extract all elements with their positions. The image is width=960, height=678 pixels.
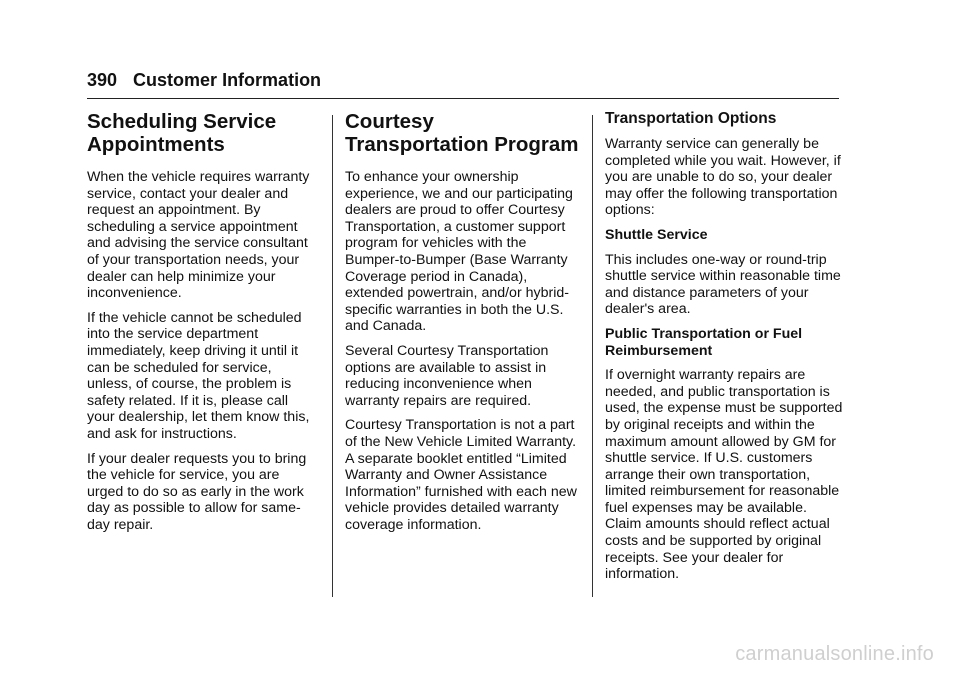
paragraph: This includes one-way or round-trip shuttle service within reasonable time and distance parameters of your dealer's area. [605,251,841,318]
heading-scheduling-service: Scheduling Service Appointments [87,110,277,156]
page-number: 390 [87,70,118,90]
subheading-public-transportation: Public Transportation or Fuel Reimbursement [605,325,803,359]
paragraph: When the vehicle requires warranty service, contact your dealer and request an appointment. By scheduling a service appointment and advising the service consultant of your transportation needs, your dealer can help minimize your inconvenience. [87,169,310,302]
page-header [87,70,839,99]
column-courtesy-transportation [345,110,581,541]
paragraph: If your dealer requests you to bring the vehicle for service, you are urged to do so as early in the work day as possible to allow for same-day repair. [87,450,307,533]
column-divider-left [332,115,333,597]
subheading-shuttle-service: Shuttle Service [605,226,708,243]
column-transportation-options [605,110,845,591]
watermark: carmanualsonline.info [735,643,934,665]
paragraph: If overnight warranty repairs are needed, and public transportation is used, the expense must be supported by original receipts and within the maximum amount allowed by GM for shuttle service. If U.S. customers arrange their own transportation, limited reimbursement for reasonable fuel expenses may be available. Claim amounts should reflect actual costs and be supported by original receipts. See your dealer for information. [605,367,843,583]
heading-courtesy-transportation: Courtesy Transportation Program [345,110,579,156]
paragraph: Courtesy Transportation is not a part of the New Vehicle Limited Warranty. A separate booklet entitled “Limited Warranty and Owner Assistance Information” furnished with each new vehicle provides detailed warranty coverage information. [345,417,577,533]
paragraph: To enhance your ownership experience, we and our participating dealers are proud to offer Courtesy Transportation, a customer support program for vehicles with the Bumper-to-Bumper (Base Warranty Coverage period in Canada), extended powertrain, and/or hybrid-specific warranties in both the U.S. and Canada. [345,169,573,335]
column-divider-right [592,115,593,597]
paragraph: Several Courtesy Transportation options are available to assist in reducing inconvenience when warranty repairs are required. [345,342,549,409]
heading-transportation-options: Transportation Options [605,110,777,127]
paragraph: If the vehicle cannot be scheduled into the service department immediately, keep driving it until it can be scheduled for service, unless, of course, the problem is safety related. If it is, please call your dealership, let them know this, and ask for instructions. [87,309,310,442]
paragraph: Warranty service can generally be completed while you wait. However, if you are unable to do so, your dealer may offer the following transportation options: [605,136,841,219]
section-title: Customer Information [133,70,322,90]
column-scheduling [87,110,319,541]
